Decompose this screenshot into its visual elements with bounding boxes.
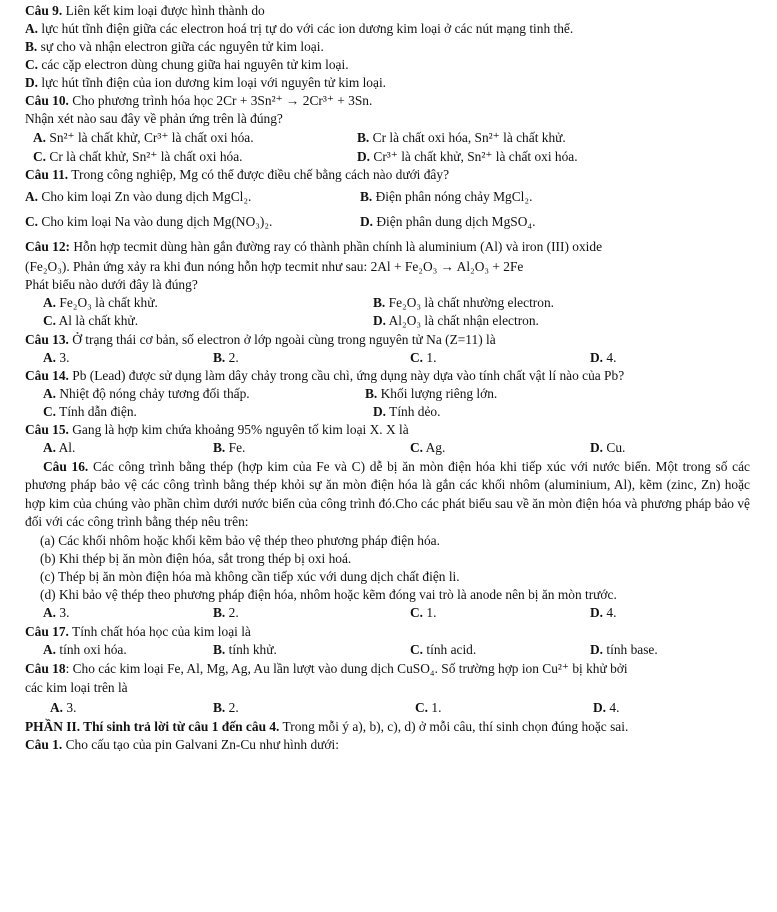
q16-option-d — [590, 604, 616, 621]
q11-label: Câu 11. — [25, 167, 69, 182]
option-letter: D. — [373, 404, 387, 419]
option-letter: A. — [43, 440, 57, 455]
option-letter: A. — [43, 605, 57, 620]
option-letter: C. — [43, 404, 57, 419]
q14-option-d — [373, 403, 440, 420]
option-letter: A. — [43, 642, 57, 657]
option-letter: B. — [25, 39, 38, 54]
option-text: 4. — [606, 605, 617, 620]
option-letter: C. — [415, 700, 429, 715]
q9-text: Liên kết kim loại được hình thành do — [65, 3, 265, 18]
option-letter: B. — [213, 440, 226, 455]
p2q1-stem — [25, 736, 339, 753]
option-text: Ag. — [425, 440, 446, 455]
option-letter: C. — [25, 57, 39, 72]
q13-option-a — [43, 349, 69, 366]
q12-option-c — [43, 312, 138, 329]
option-letter: D. — [590, 642, 604, 657]
part2-heading — [25, 718, 628, 735]
q17-stem — [25, 623, 251, 640]
option-text: 2. — [228, 700, 239, 715]
option-text: Điện phân dung dịch MgSO₄. — [376, 214, 536, 229]
q16-text: Các công trình bằng thép (hợp kim của Fe và C) dễ bị ăn mòn điện hóa khi tiếp xúc với nước biển. Một trong số các phương pháp bảo vệ các công trình bằng thép khỏi sự ăn mòn điện hóa là gắn các khối nhôm (aluminium, Al), kẽm (zinc, Zn) hoặc hợp kim của chúng vào phần chìm dưới nước biển của công trình đó.Cho các phát biểu sau về ăn mòn điện hóa và phương pháp bảo vệ đối với các công trình bằng thép nêu trên: — [25, 459, 750, 530]
q18-option-c — [415, 699, 441, 716]
option-text: Cr là chất khử, Sn²⁺ là chất oxi hóa. — [49, 149, 243, 164]
option-letter: C. — [410, 605, 424, 620]
option-text: Cu. — [606, 440, 626, 455]
q16-option-c — [410, 604, 436, 621]
q10-question: Nhận xét nào sau đây về phản ứng trên là đúng? — [25, 111, 283, 126]
option-text: 3. — [66, 700, 77, 715]
q12-option-d — [373, 312, 539, 329]
q9-label: Câu 9. — [25, 3, 63, 18]
option-letter: D. — [590, 440, 604, 455]
q17-option-a — [43, 641, 127, 658]
q14-option-b — [365, 385, 497, 402]
option-text: Fe. — [228, 440, 246, 455]
q11-option-b — [360, 188, 532, 205]
option-text: tính base. — [606, 642, 658, 657]
option-text: Khối lượng riêng lớn. — [380, 386, 498, 401]
option-text: 1. — [426, 350, 437, 365]
q11-option-c — [25, 213, 272, 230]
option-letter: B. — [213, 605, 226, 620]
option-letter: B. — [373, 295, 386, 310]
q18-option-b — [213, 699, 239, 716]
q15-label: Câu 15. — [25, 422, 69, 437]
q12-stem — [25, 238, 602, 255]
option-letter: B. — [213, 350, 226, 365]
q12-option-b — [373, 294, 554, 311]
q13-stem — [25, 331, 496, 348]
part2-label: PHẦN II. Thí sinh trả lời từ câu 1 đến câu 4. — [25, 719, 280, 734]
q16-label: Câu 16. — [43, 459, 89, 474]
q11-option-a — [25, 188, 251, 205]
q9-stem — [25, 2, 265, 19]
option-text: Fe₂O₃ là chất khử. — [59, 295, 158, 310]
q12-label: Câu 12: — [25, 239, 71, 254]
q11-stem — [25, 166, 449, 183]
q15-text: Gang là hợp kim chứa khoảng 95% nguyên tố kim loại X. X là — [72, 422, 409, 437]
q18-option-d — [593, 699, 619, 716]
option-letter: A. — [25, 189, 39, 204]
q10-stem — [25, 92, 372, 109]
p2q1-text: Cho cấu tạo của pin Galvani Zn-Cu như hình dưới: — [65, 737, 339, 752]
q17-label: Câu 17. — [25, 624, 69, 639]
option-letter: C. — [25, 214, 39, 229]
q14-stem — [25, 367, 624, 384]
option-letter: D. — [590, 350, 604, 365]
option-letter: C. — [33, 149, 47, 164]
q14-option-a — [43, 385, 250, 402]
q12-option-a — [43, 294, 158, 311]
q9-option-b — [25, 38, 324, 55]
option-text: tính oxi hóa. — [59, 642, 127, 657]
q10-option-d — [357, 148, 578, 165]
option-letter: C. — [43, 313, 57, 328]
option-text: lực hút tĩnh điện của ion dương kim loại với nguyên tử kim loại. — [41, 75, 387, 90]
option-text: Al. — [58, 440, 76, 455]
option-text: Tính dẻo. — [389, 404, 441, 419]
option-letter: B. — [213, 642, 226, 657]
q10-label: Câu 10. — [25, 93, 69, 108]
option-text: Sn²⁺ là chất khử, Cr³⁺ là chất oxi hóa. — [49, 130, 254, 145]
q18-stem — [25, 660, 628, 677]
option-text: Điện phân nóng chảy MgCl₂. — [375, 189, 533, 204]
option-text: 4. — [606, 350, 617, 365]
option-text: sự cho và nhận electron giữa các nguyên tử kim loại. — [40, 39, 324, 54]
option-letter: B. — [365, 386, 378, 401]
option-letter: C. — [410, 642, 424, 657]
q14-label: Câu 14. — [25, 368, 69, 383]
option-text: Cr là chất oxi hóa, Sn²⁺ là chất khử. — [372, 130, 566, 145]
q14-option-c — [43, 403, 137, 420]
q15-stem — [25, 421, 409, 438]
q10-option-c — [33, 148, 243, 165]
q13-label: Câu 13. — [25, 332, 69, 347]
option-letter: B. — [360, 189, 373, 204]
option-text: 3. — [59, 605, 70, 620]
q17-option-d — [590, 641, 658, 658]
option-letter: A. — [43, 295, 57, 310]
option-text: Cho kim loại Zn vào dung dịch MgCl₂. — [41, 189, 252, 204]
option-letter: A. — [43, 350, 57, 365]
option-text: 1. — [426, 605, 437, 620]
part2-text: Trong mỗi ý a), b), c), d) ở mỗi câu, thí sinh chọn đúng hoặc sai. — [282, 719, 629, 734]
option-text: Fe₂O₃ là chất nhường electron. — [388, 295, 554, 310]
option-letter: D. — [590, 605, 604, 620]
option-letter: B. — [213, 700, 226, 715]
option-text: Cho kim loại Na vào dung dịch Mg(NO₃)₂. — [41, 214, 273, 229]
q12-reaction: (Fe₂O₃). Phản ứng xảy ra khi đun nóng hỗn hợp tecmit như sau: 2Al + Fe₂O₃ → Al₂O₃ + 2Fe — [25, 259, 524, 274]
option-letter: A. — [43, 386, 57, 401]
q17-text: Tính chất hóa học của kim loại là — [72, 624, 251, 639]
q18-stem-cont: các kim loại trên là — [25, 680, 128, 695]
q10-text: Cho phương trình hóa học 2Cr + 3Sn²⁺ → 2Cr³⁺ + 3Sn. — [72, 93, 373, 108]
option-text: Al₂O₃ là chất nhận electron. — [388, 313, 539, 328]
option-text: tính acid. — [426, 642, 477, 657]
option-text: 2. — [228, 605, 239, 620]
option-text: các cặp electron dùng chung giữa hai nguyên tử kim loại. — [41, 57, 349, 72]
option-letter: C. — [410, 350, 424, 365]
option-letter: D. — [593, 700, 607, 715]
q16-statement-d: (d) Khi bảo vệ thép theo phương pháp điện hóa, nhôm hoặc kẽm đóng vai trò là anode nên bị ăn mòn trước. — [40, 587, 617, 602]
q10-option-a — [33, 129, 254, 146]
q12-text: Hỗn hợp tecmit dùng hàn gắn đường ray có thành phần chính là aluminium (Al) và iron (III) oxide — [73, 239, 603, 254]
option-letter: D. — [25, 75, 39, 90]
q17-option-c — [410, 641, 476, 658]
q16-statement-c: (c) Thép bị ăn mòn điện hóa mà không cần tiếp xúc với dung dịch chất điện li. — [40, 569, 460, 584]
p2q1-label: Câu 1. — [25, 737, 63, 752]
q16-statement-b: (b) Khi thép bị ăn mòn điện hóa, sắt trong thép bị oxi hoá. — [40, 551, 352, 566]
q13-option-c — [410, 349, 436, 366]
q15-option-d — [590, 439, 625, 456]
option-letter: D. — [357, 149, 371, 164]
option-letter: B. — [357, 130, 370, 145]
q15-option-c — [410, 439, 445, 456]
option-letter: A. — [25, 21, 39, 36]
option-letter: D. — [373, 313, 387, 328]
option-letter: A. — [50, 700, 64, 715]
q13-option-b — [213, 349, 239, 366]
q13-text: Ở trạng thái cơ bản, số electron ở lớp ngoài cùng trong nguyên tử Na (Z=11) là — [72, 332, 496, 347]
q16-option-b — [213, 604, 239, 621]
q15-option-a — [43, 439, 75, 456]
option-text: Cr³⁺ là chất khử, Sn²⁺ là chất oxi hóa. — [373, 149, 578, 164]
q17-option-b — [213, 641, 277, 658]
q16-stem — [25, 458, 750, 532]
q11-option-d — [360, 213, 535, 230]
q15-option-b — [213, 439, 245, 456]
q18-text: : Cho các kim loại Fe, Al, Mg, Ag, Au lần lượt vào dung dịch CuSO₄. Số trường hợp ion Cu²⁺ bị khử bởi — [65, 661, 628, 676]
q18-label: Câu 18 — [25, 661, 66, 676]
option-letter: A. — [33, 130, 47, 145]
q11-text: Trong công nghiệp, Mg có thể được điều chế bằng cách nào dưới đây? — [71, 167, 450, 182]
option-text: Tính dẫn điện. — [59, 404, 137, 419]
option-text: tính khử. — [228, 642, 277, 657]
option-text: 3. — [59, 350, 70, 365]
q14-text: Pb (Lead) được sử dụng làm dây chảy trong cầu chì, ứng dụng này dựa vào tính chất vật lí nào của Pb? — [72, 368, 625, 383]
q10-option-b — [357, 129, 566, 146]
option-letter: D. — [360, 214, 374, 229]
option-text: Nhiệt độ nóng chảy tương đối thấp. — [59, 386, 250, 401]
option-text: Al là chất khử. — [58, 313, 139, 328]
q13-option-d — [590, 349, 616, 366]
q9-option-d — [25, 74, 386, 91]
q9-option-a — [25, 20, 573, 37]
q18-option-a — [50, 699, 76, 716]
q16-statement-a: (a) Các khối nhôm hoặc khối kẽm bảo vệ thép theo phương pháp điện hóa. — [40, 533, 440, 548]
option-letter: C. — [410, 440, 424, 455]
option-text: 4. — [609, 700, 620, 715]
q12-question: Phát biểu nào dưới đây là đúng? — [25, 277, 198, 292]
option-text: lực hút tĩnh điện giữa các electron hoá trị tự do với các ion dương kim loại ở các nút mạng tinh thể. — [41, 21, 574, 36]
option-text: 1. — [431, 700, 442, 715]
option-text: 2. — [228, 350, 239, 365]
q16-option-a — [43, 604, 69, 621]
q9-option-c — [25, 56, 349, 73]
